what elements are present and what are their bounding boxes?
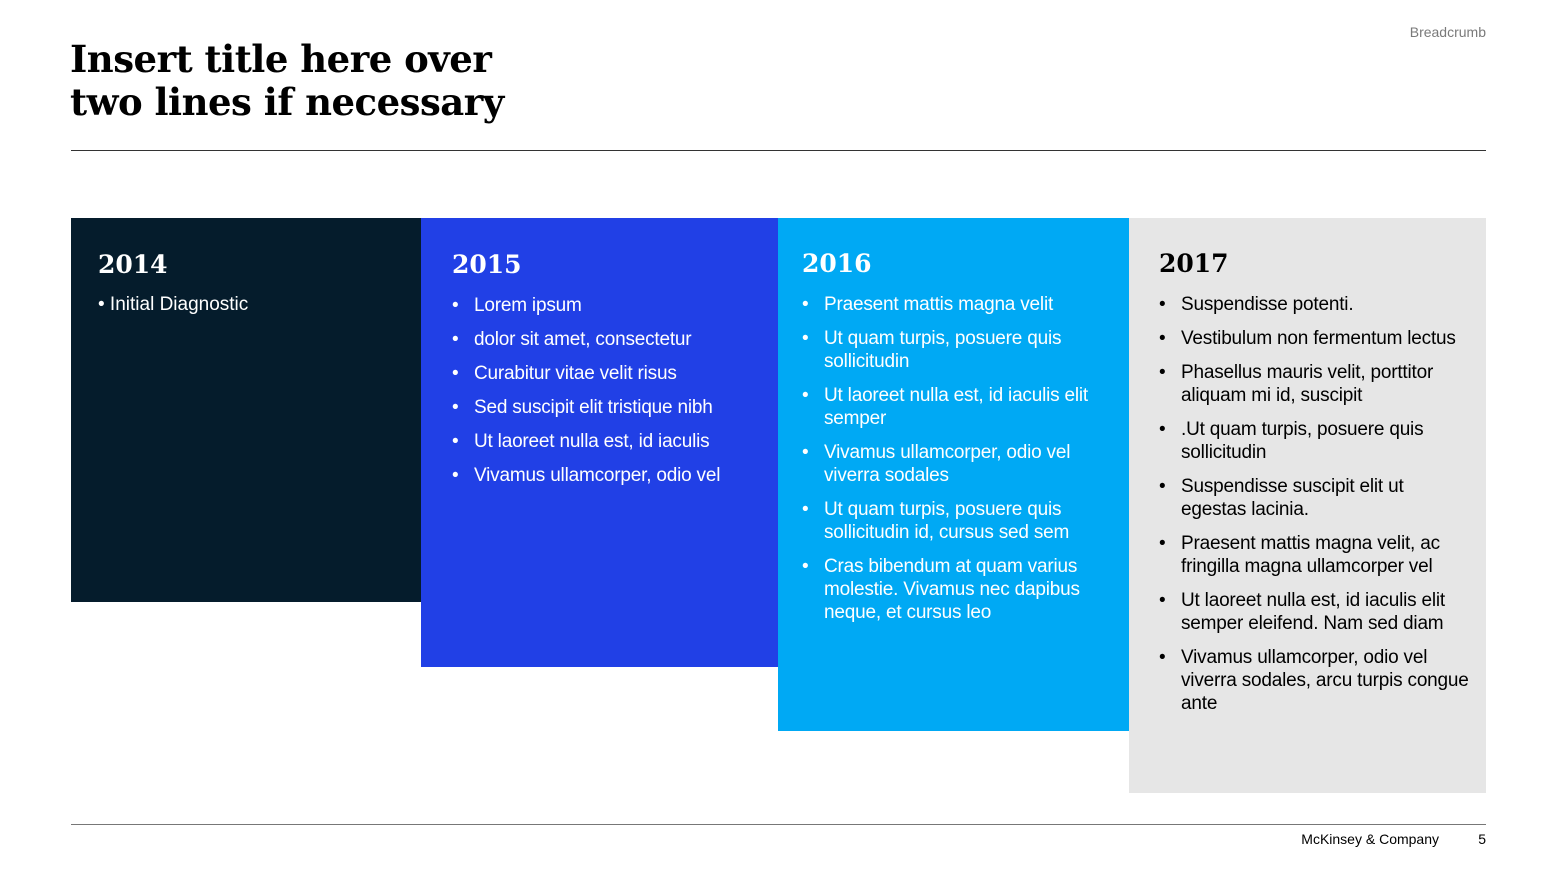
- list-item: • Suspendisse potenti.: [1159, 293, 1471, 316]
- breadcrumb: Breadcrumb: [1409, 24, 1486, 40]
- list-item: • Cras bibendum at quam varius molestie. Vivamus nec dapibus neque, et cursus leo: [802, 555, 1114, 624]
- list-item: • Phasellus mauris velit, porttitor aliquam mi id, suscipit: [1159, 361, 1471, 407]
- list-item: • Ut quam turpis, posuere quis sollicitudin: [802, 327, 1114, 373]
- timeline-column-2017: [1129, 218, 1486, 793]
- list-item: • Suspendisse suscipit elit ut egestas lacinia.: [1159, 475, 1471, 521]
- timeline-column-2016: [778, 218, 1129, 731]
- list-item: • Vivamus ullamcorper, odio vel: [452, 464, 778, 487]
- top-divider: [71, 150, 1486, 151]
- list-item: • Ut laoreet nulla est, id iaculis elit semper eleifend. Nam sed diam: [1159, 589, 1471, 635]
- year-heading-2017: 2017: [1159, 249, 1229, 278]
- list-item: • dolor sit amet, consectetur: [452, 328, 778, 351]
- year-heading-2014: 2014: [98, 250, 168, 279]
- list-item: • Vestibulum non fermentum lectus: [1159, 327, 1471, 350]
- year-heading-2016: 2016: [802, 249, 872, 278]
- bullet-list-2016: [802, 293, 1129, 624]
- list-item: • Lorem ipsum: [452, 294, 778, 317]
- page-title-line-1: Insert title here over: [70, 37, 492, 81]
- list-item: • Curabitur vitae velit risus: [452, 362, 778, 385]
- timeline-column-2014: [71, 218, 421, 602]
- list-item: • Vivamus ullamcorper, odio vel viverra sodales, arcu turpis congue ante: [1159, 646, 1471, 715]
- list-item: • Vivamus ullamcorper, odio vel viverra sodales: [802, 441, 1114, 487]
- list-item: • Ut laoreet nulla est, id iaculis: [452, 430, 778, 453]
- page-number: 5: [1478, 831, 1486, 847]
- timeline-column-2015: [421, 218, 778, 667]
- year-heading-2015: 2015: [452, 250, 522, 279]
- bullet-list-2017: [1159, 293, 1486, 715]
- list-item: • Sed suscipit elit tristique nibh: [452, 396, 778, 419]
- list-item: • .Ut quam turpis, posuere quis sollicitudin: [1159, 418, 1471, 464]
- footer-company: McKinsey & Company: [1301, 831, 1439, 847]
- page-title-line-2: two lines if necessary: [70, 80, 504, 124]
- list-item: • Praesent mattis magna velit: [802, 293, 1114, 316]
- bottom-divider: [71, 824, 1486, 825]
- bullet-list-2015: [452, 294, 778, 487]
- column-item: • Initial Diagnostic: [98, 294, 249, 315]
- list-item: • Praesent mattis magna velit, ac fringilla magna ullamcorper vel: [1159, 532, 1471, 578]
- page-title: [70, 38, 504, 124]
- list-item: • Ut quam turpis, posuere quis sollicitudin id, cursus sed sem: [802, 498, 1114, 544]
- list-item: • Ut laoreet nulla est, id iaculis elit semper: [802, 384, 1114, 430]
